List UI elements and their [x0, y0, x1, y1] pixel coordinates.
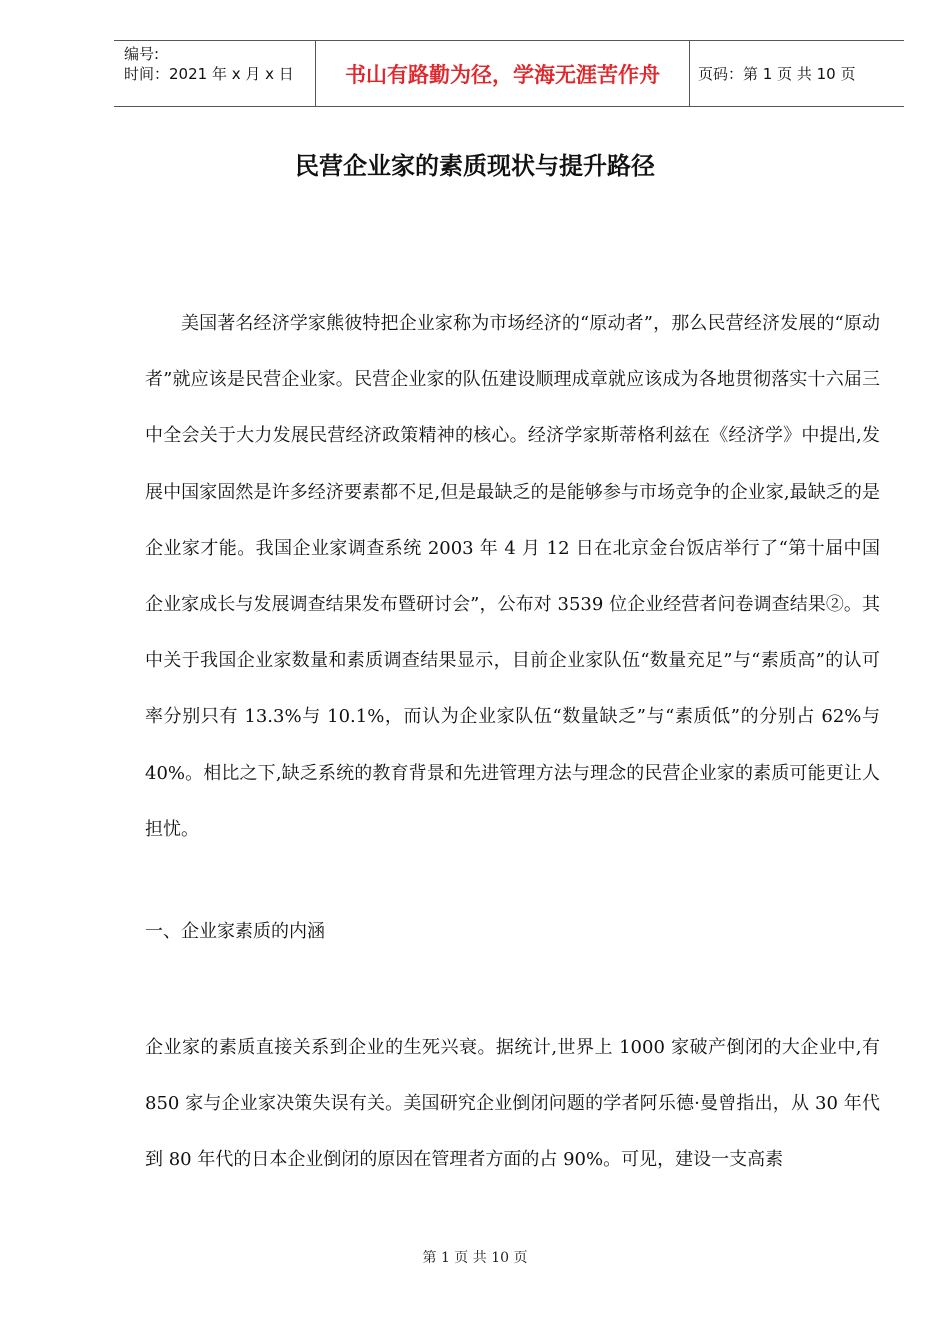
number-label: 编号: [124, 45, 160, 63]
time-label: 时间：2021 年 x 月 x 日 [124, 65, 294, 83]
paragraph-section-1: 企业家的素质直接关系到企业的生死兴衰。据统计,世界上 1000 家破产倒闭的大企业中,有 850 家与企业家决策失误有关。美国研究企业倒闭问题的学者阿乐德·曼曾指出，从 30 年代到 80 年代的日本企业倒闭的原因在管理者方面的占 90%。可见，建设一支高素 [145, 1037, 880, 1171]
header-page-info: 页码：第 1 页 共 10 页 [698, 65, 856, 83]
document-title: 民营企业家的素质现状与提升路径 [295, 152, 655, 180]
section-heading: 一、企业家素质的内涵 [145, 921, 325, 942]
header-motto: 书山有路勤为径，学海无涯苦作舟 [316, 41, 690, 106]
page-footer: 第 1 页 共 10 页 [422, 1250, 528, 1266]
header-table [114, 40, 904, 107]
paragraph-intro: 美国著名经济学家熊彼特把企业家称为市场经济的“原动者”，那么民营经济发展的“原动者”就应该是民营企业家。民营企业家的队伍建设顺理成章就应该成为各地贯彻落实十六届三中全会关于大力发展民营经济政策精神的核心。经济学家斯蒂格利兹在《经济学》中提出,发展中国家固然是许多经济要素都不足,但是最缺乏的是能够参与市场竞争的企业家,最缺乏的是企业家才能。我国企业家调查系统 2003 年 4 月 12 日在北京金台饭店举行了“第十届中国企业家成长与发展调查结果发布暨研讨会”，公布对 3539 位企业经营者问卷调查结果②。其中关于我国企业家数量和素质调查结果显示，目前企业家队伍“数量充足”与“素质高”的认可率分别只有 13.3%与 10.1%，而认为企业家队伍“数量缺乏”与“素质低”的分别占 62%与 40%。相比之下,缺乏系统的教育背景和先进管理方法与理念的民营企业家的素质可能更让人担忧。 [145, 313, 880, 840]
header-meta [114, 41, 316, 106]
